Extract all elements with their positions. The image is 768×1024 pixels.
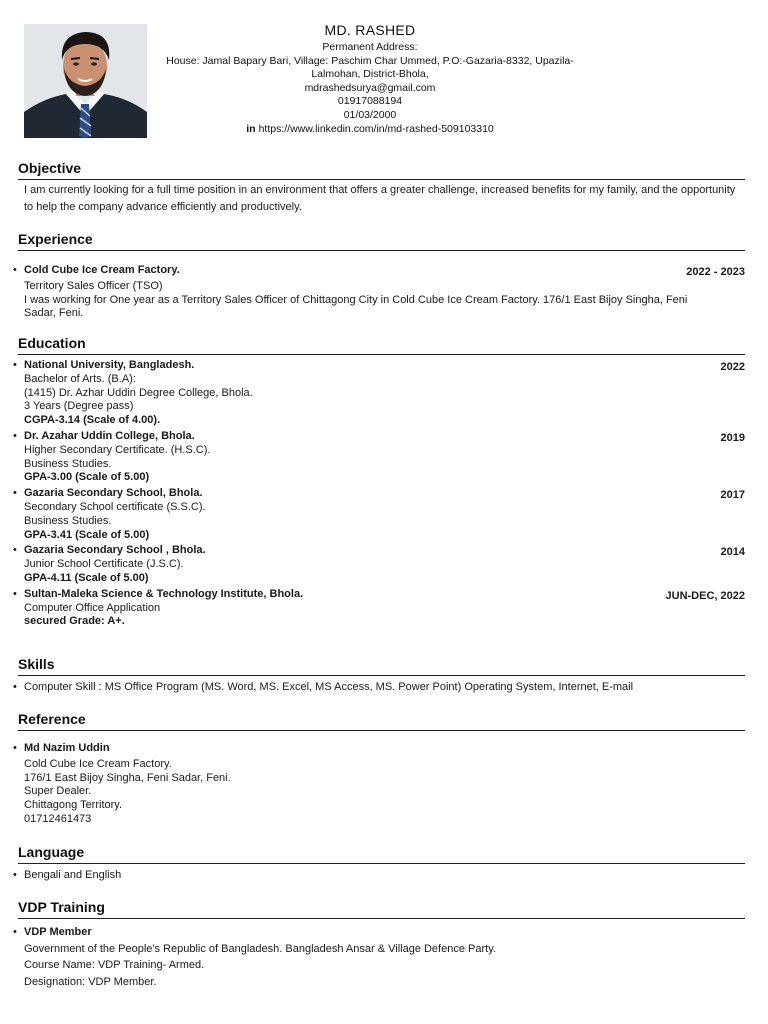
education-detail: Bachelor of Arts. (B.A): <box>24 372 136 385</box>
phone-text: 01917088194 <box>337 95 403 108</box>
objective-text: I am currently looking for a full time position in an environment that offers a greater challenge, increased benefits for my family, and the opportunity to help the company advance efficiently and productively. <box>24 184 736 213</box>
education-date: 2022 <box>720 361 745 373</box>
bullet-icon: • <box>13 869 17 881</box>
education-entry <box>13 587 745 629</box>
linkedin-link[interactable]: https://www.linkedin.com/in/md-rashed-509103310 <box>258 122 494 135</box>
education-date: 2014 <box>720 546 745 559</box>
education-detail: Higher Secondary Certificate. (H.S.C). <box>24 443 211 456</box>
training-entry <box>13 924 745 990</box>
education-result: secured Grade: A+. <box>24 615 125 628</box>
education-section <box>13 333 745 629</box>
education-result: GPA-3.00 (Scale of 5.00) <box>24 471 150 484</box>
skill-item <box>13 680 745 694</box>
candidate-name: MD. RASHED <box>324 22 416 38</box>
language-item <box>13 868 745 882</box>
email-text[interactable]: mdrashedsurya@gmail.com <box>304 81 436 94</box>
bullet-icon: • <box>13 359 17 371</box>
date-of-birth: 01/03/2000 <box>343 108 397 121</box>
linkedin-icon: in <box>246 122 256 135</box>
section-title-language: Language <box>18 844 85 860</box>
bullet-icon: • <box>13 487 17 500</box>
education-result: CGPA-3.14 (Scale of 4.00). <box>24 414 161 427</box>
education-org: Gazaria Secondary School , Bhola. <box>24 544 206 557</box>
section-title-skills: Skills <box>18 656 55 672</box>
training-name: VDP Member <box>24 926 92 938</box>
language-text: Bengali and English <box>24 869 122 881</box>
education-result: GPA-3.41 (Scale of 5.00) <box>24 528 150 541</box>
bullet-icon: • <box>13 742 17 754</box>
reference-phone: 01712461473 <box>24 812 92 825</box>
experience-role: Territory Sales Officer (TSO) <box>24 279 163 292</box>
education-result: GPA-4.11 (Scale of 5.00) <box>24 571 149 584</box>
education-detail: Business Studies. <box>24 514 112 527</box>
education-entry <box>13 359 745 428</box>
bullet-icon: • <box>13 926 17 938</box>
education-entry <box>13 544 745 585</box>
language-section <box>13 842 745 882</box>
skills-section <box>13 654 745 694</box>
education-detail: Secondary School certificate (S.S.C). <box>24 500 206 513</box>
bullet-icon: • <box>13 681 17 693</box>
training-section <box>13 897 745 990</box>
section-title-reference: Reference <box>18 711 86 727</box>
linkedin-row <box>150 123 590 137</box>
education-org: National University, Bangladesh. <box>24 359 195 371</box>
bullet-icon: • <box>13 429 17 442</box>
skill-text: Computer Skill : MS Office Program (MS. Word, MS. Excel, MS Access, MS. Power Point) Operating System, Internet, E-mail <box>24 681 634 693</box>
objective-section <box>18 158 745 216</box>
experience-entry <box>13 264 745 321</box>
bullet-icon: • <box>13 264 17 276</box>
education-detail: Computer Office Application <box>24 601 161 614</box>
reference-detail: Super Dealer. <box>24 785 92 798</box>
education-entry <box>13 487 745 542</box>
education-detail: Junior School Certificate (J.S.C). <box>24 558 184 571</box>
section-title-objective: Objective <box>18 160 82 176</box>
resume-header <box>0 0 768 150</box>
education-detail: 3 Years (Degree pass) <box>24 400 134 413</box>
education-org: Dr. Azahar Uddin College, Bhola. <box>24 429 195 442</box>
contact-block <box>150 22 590 136</box>
reference-entry <box>13 742 745 827</box>
experience-section <box>13 229 745 321</box>
education-detail: (1415) Dr. Azhar Uddin Degree College, Bhola. <box>24 386 253 399</box>
bullet-icon: • <box>13 587 17 600</box>
education-detail: Business Studies. <box>24 457 112 470</box>
reference-name: Md Nazim Uddin <box>24 742 110 754</box>
bullet-icon: • <box>13 544 17 557</box>
education-date: 2017 <box>720 489 745 502</box>
address-label: Permanent Address: <box>322 41 418 53</box>
education-date: JUN-DEC, 2022 <box>665 589 745 602</box>
education-entry <box>13 429 745 485</box>
experience-org: Cold Cube Ice Cream Factory. <box>24 264 180 276</box>
section-title-training: VDP Training <box>18 899 105 915</box>
reference-detail: Cold Cube Ice Cream Factory. <box>24 757 172 770</box>
education-org: Sultan-Maleka Science & Technology Institute, Bhola. <box>24 587 304 600</box>
reference-detail: 176/1 East Bijoy Singha, Feni Sadar, Feni. <box>24 771 231 784</box>
address-line-2: Lalmohan, District-Bhola, <box>311 68 429 81</box>
training-detail: Government of the People's Republic of Bangladesh. Bangladesh Ansar & Village Defence Party. <box>24 942 496 955</box>
address-line-1: House: Jamal Bapary Bari, Village: Paschim Char Ummed, P.O:-Gazaria-8332, Upazila- <box>166 54 574 67</box>
experience-date: 2022 - 2023 <box>686 266 745 278</box>
section-title-education: Education <box>18 335 86 351</box>
training-detail: Designation: VDP Member. <box>24 975 157 988</box>
profile-photo-icon <box>24 24 147 138</box>
education-date: 2019 <box>720 431 745 444</box>
experience-description: I was working for One year as a Territory Sales Officer of Chittagong City in Cold Cube Ice Cream Factory. 176/1 East Bijoy Singha, Feni Sadar, Feni. <box>24 293 688 320</box>
reference-section <box>13 709 745 827</box>
training-detail: Course Name: VDP Training- Armed. <box>24 959 205 971</box>
profile-photo <box>24 24 147 138</box>
reference-detail: Chittagong Territory. <box>24 799 123 812</box>
section-title-experience: Experience <box>18 231 93 247</box>
education-org: Gazaria Secondary School, Bhola. <box>24 487 203 500</box>
